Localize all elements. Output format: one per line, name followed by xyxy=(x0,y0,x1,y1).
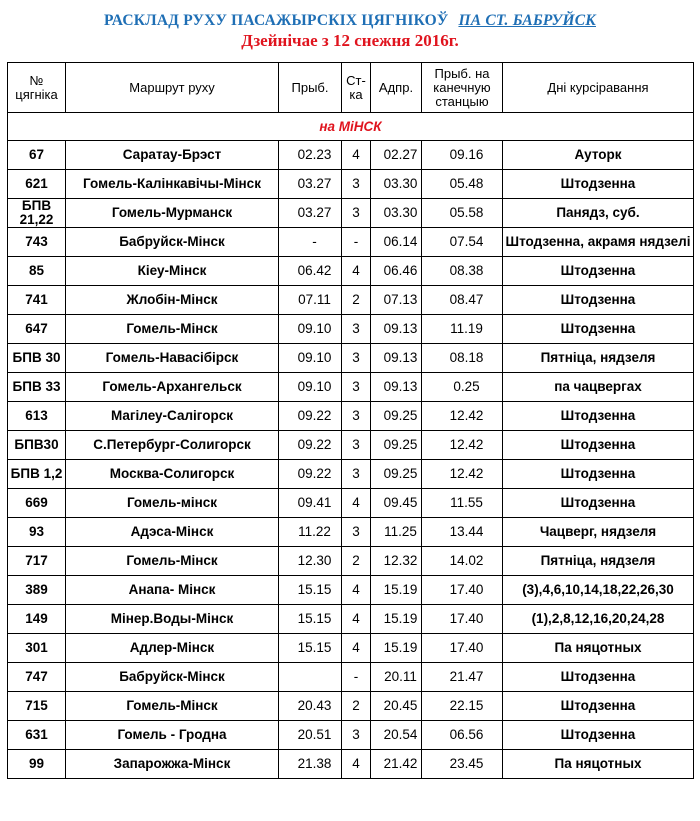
running-days-cell: (1),2,8,12,16,20,24,28 xyxy=(503,605,694,634)
table-row xyxy=(8,373,694,402)
train-number-cell: 747 xyxy=(8,663,66,692)
train-number-cell: 631 xyxy=(8,721,66,750)
route-cell: Анапа- Мінск xyxy=(66,576,279,605)
platform-cell: 4 xyxy=(342,489,371,518)
final-arrival-cell: 08.38 xyxy=(422,257,503,286)
running-days-cell: Штодзенна xyxy=(503,489,694,518)
table-row xyxy=(8,634,694,663)
platform-cell: 3 xyxy=(342,518,371,547)
platform-cell: 3 xyxy=(342,721,371,750)
final-arrival-cell: 05.58 xyxy=(422,199,503,228)
platform-cell: 3 xyxy=(342,402,371,431)
final-arrival-cell: 05.48 xyxy=(422,170,503,199)
table-row xyxy=(8,344,694,373)
final-arrival-cell: 23.45 xyxy=(422,750,503,779)
departure-time-cell: 02.27 xyxy=(371,141,422,170)
train-number-cell: 717 xyxy=(8,547,66,576)
arrival-time-cell: 07.11 xyxy=(279,286,342,315)
platform-cell: 4 xyxy=(342,576,371,605)
platform-cell: 3 xyxy=(342,199,371,228)
table-row xyxy=(8,692,694,721)
table-row xyxy=(8,663,694,692)
schedule-table xyxy=(7,62,694,779)
platform-cell: 3 xyxy=(342,344,371,373)
final-arrival-cell: 12.42 xyxy=(422,402,503,431)
platform-cell: 2 xyxy=(342,547,371,576)
final-arrival-cell: 0.25 xyxy=(422,373,503,402)
platform-cell: 3 xyxy=(342,315,371,344)
train-number-cell: БПВ 1,2 xyxy=(8,460,66,489)
final-arrival-cell: 08.47 xyxy=(422,286,503,315)
arrival-time-cell: 15.15 xyxy=(279,605,342,634)
schedule-title-text: РАСКЛАД РУХУ ПАСАЖЫРСКІХ ЦЯГНІКОЎ xyxy=(104,12,449,29)
final-arrival-cell: 11.19 xyxy=(422,315,503,344)
col-header-route: Маршрут руху xyxy=(66,63,279,113)
running-days-cell: Штодзенна, акрамя нядзелі xyxy=(503,228,694,257)
running-days-cell: Штодзенна xyxy=(503,692,694,721)
running-days-cell: Па няцотных xyxy=(503,634,694,663)
final-arrival-cell: 12.42 xyxy=(422,431,503,460)
col-header-platform: Ст-ка xyxy=(342,63,371,113)
col-header-train: № цягніка xyxy=(8,63,66,113)
table-row xyxy=(8,576,694,605)
arrival-time-cell: 09.22 xyxy=(279,402,342,431)
running-days-cell: Ауторк xyxy=(503,141,694,170)
platform-cell: 3 xyxy=(342,373,371,402)
table-row xyxy=(8,518,694,547)
train-number-cell: 67 xyxy=(8,141,66,170)
arrival-time-cell: 03.27 xyxy=(279,170,342,199)
final-arrival-cell: 12.42 xyxy=(422,460,503,489)
final-arrival-cell: 22.15 xyxy=(422,692,503,721)
table-row xyxy=(8,286,694,315)
arrival-time-cell: 02.23 xyxy=(279,141,342,170)
train-number-cell: 743 xyxy=(8,228,66,257)
station-name: ПА СТ. БАБРУЙСК xyxy=(458,12,596,29)
final-arrival-cell: 13.44 xyxy=(422,518,503,547)
route-cell: Гомель-Калінкавічы-Мінск xyxy=(66,170,279,199)
final-arrival-cell: 11.55 xyxy=(422,489,503,518)
arrival-time-cell: 06.42 xyxy=(279,257,342,286)
arrival-time-cell: 20.51 xyxy=(279,721,342,750)
running-days-cell: Штодзенна xyxy=(503,460,694,489)
table-row xyxy=(8,141,694,170)
departure-time-cell: 09.13 xyxy=(371,344,422,373)
running-days-cell: Пятніца, нядзеля xyxy=(503,344,694,373)
section-label: на МіНСК xyxy=(8,113,694,141)
route-cell: Бабруйск-Мінск xyxy=(66,228,279,257)
running-days-cell: Штодзенна xyxy=(503,721,694,750)
departure-time-cell: 06.46 xyxy=(371,257,422,286)
table-row xyxy=(8,721,694,750)
route-cell: Мінер.Воды-Мінск xyxy=(66,605,279,634)
platform-cell: 4 xyxy=(342,141,371,170)
arrival-time-cell: 11.22 xyxy=(279,518,342,547)
running-days-cell: Штодзенна xyxy=(503,257,694,286)
arrival-time-cell: 09.10 xyxy=(279,344,342,373)
departure-time-cell: 11.25 xyxy=(371,518,422,547)
departure-time-cell: 09.25 xyxy=(371,460,422,489)
running-days-cell: Штодзенна xyxy=(503,170,694,199)
table-row xyxy=(8,402,694,431)
table-row xyxy=(8,431,694,460)
departure-time-cell: 20.11 xyxy=(371,663,422,692)
arrival-time-cell: - xyxy=(279,228,342,257)
departure-time-cell: 09.13 xyxy=(371,315,422,344)
departure-time-cell: 09.25 xyxy=(371,431,422,460)
route-cell: Жлобін-Мінск xyxy=(66,286,279,315)
route-cell: Адлер-Мінск xyxy=(66,634,279,663)
route-cell: Гомель-Мінск xyxy=(66,547,279,576)
route-cell: Гомель - Гродна xyxy=(66,721,279,750)
platform-cell: 4 xyxy=(342,634,371,663)
final-arrival-cell: 09.16 xyxy=(422,141,503,170)
departure-time-cell: 07.13 xyxy=(371,286,422,315)
departure-time-cell: 03.30 xyxy=(371,199,422,228)
arrival-time-cell: 03.27 xyxy=(279,199,342,228)
route-cell: Магілеу-Салігорск xyxy=(66,402,279,431)
table-row xyxy=(8,460,694,489)
train-number-cell: 99 xyxy=(8,750,66,779)
running-days-cell: Штодзенна xyxy=(503,286,694,315)
train-number-cell: 85 xyxy=(8,257,66,286)
train-number-cell: 669 xyxy=(8,489,66,518)
route-cell: Гомель-мінск xyxy=(66,489,279,518)
final-arrival-cell: 17.40 xyxy=(422,605,503,634)
platform-cell: - xyxy=(342,228,371,257)
route-cell: Гомель-Мінск xyxy=(66,692,279,721)
arrival-time-cell: 12.30 xyxy=(279,547,342,576)
platform-cell: 3 xyxy=(342,460,371,489)
running-days-cell: Па няцотных xyxy=(503,750,694,779)
platform-cell: 4 xyxy=(342,605,371,634)
col-header-departure: Адпр. xyxy=(371,63,422,113)
final-arrival-cell: 21.47 xyxy=(422,663,503,692)
train-number-cell: 715 xyxy=(8,692,66,721)
col-header-days: Дні курсіравання xyxy=(503,63,694,113)
table-row xyxy=(8,315,694,344)
departure-time-cell: 15.19 xyxy=(371,576,422,605)
table-row xyxy=(8,605,694,634)
arrival-time-cell: 09.41 xyxy=(279,489,342,518)
col-header-arrival: Прыб. xyxy=(279,63,342,113)
arrival-time-cell: 21.38 xyxy=(279,750,342,779)
platform-cell: 2 xyxy=(342,286,371,315)
schedule-title xyxy=(0,12,700,30)
train-number-cell: 93 xyxy=(8,518,66,547)
train-number-cell: БПВ30 xyxy=(8,431,66,460)
departure-time-cell: 03.30 xyxy=(371,170,422,199)
arrival-time-cell xyxy=(279,663,342,692)
departure-time-cell: 20.54 xyxy=(371,721,422,750)
running-days-cell: Чацверг, нядзеля xyxy=(503,518,694,547)
platform-cell: 3 xyxy=(342,431,371,460)
train-number-cell: БПВ 30 xyxy=(8,344,66,373)
departure-time-cell: 21.42 xyxy=(371,750,422,779)
running-days-cell: (3),4,6,10,14,18,22,26,30 xyxy=(503,576,694,605)
train-number-cell: 621 xyxy=(8,170,66,199)
section-row xyxy=(8,113,694,141)
running-days-cell: Штодзенна xyxy=(503,402,694,431)
platform-cell: - xyxy=(342,663,371,692)
arrival-time-cell: 15.15 xyxy=(279,576,342,605)
train-number-cell: 613 xyxy=(8,402,66,431)
running-days-cell: Штодзенна xyxy=(503,315,694,344)
final-arrival-cell: 14.02 xyxy=(422,547,503,576)
departure-time-cell: 12.32 xyxy=(371,547,422,576)
departure-time-cell: 09.13 xyxy=(371,373,422,402)
final-arrival-cell: 17.40 xyxy=(422,576,503,605)
arrival-time-cell: 09.22 xyxy=(279,431,342,460)
table-row xyxy=(8,750,694,779)
train-number-cell: БПВ 33 xyxy=(8,373,66,402)
arrival-time-cell: 09.10 xyxy=(279,315,342,344)
route-cell: Гомель-Мінск xyxy=(66,315,279,344)
running-days-cell: Штодзенна xyxy=(503,431,694,460)
route-cell: Гомель-Навасібірск xyxy=(66,344,279,373)
route-cell: Гомель-Архангельск xyxy=(66,373,279,402)
platform-cell: 4 xyxy=(342,750,371,779)
departure-time-cell: 09.25 xyxy=(371,402,422,431)
train-number-cell: БПВ 21,22 xyxy=(8,199,66,228)
train-number-cell: 301 xyxy=(8,634,66,663)
train-number-cell: 149 xyxy=(8,605,66,634)
departure-time-cell: 09.45 xyxy=(371,489,422,518)
running-days-cell: Пятніца, нядзеля xyxy=(503,547,694,576)
schedule-subtitle: Дзейнічае з 12 снежня 2016г. xyxy=(241,31,459,50)
arrival-time-cell: 20.43 xyxy=(279,692,342,721)
arrival-time-cell: 15.15 xyxy=(279,634,342,663)
train-number-cell: 741 xyxy=(8,286,66,315)
running-days-cell: па чацвергах xyxy=(503,373,694,402)
final-arrival-cell: 06.56 xyxy=(422,721,503,750)
table-row xyxy=(8,228,694,257)
route-cell: Москва-Солигорск xyxy=(66,460,279,489)
departure-time-cell: 20.45 xyxy=(371,692,422,721)
train-number-cell: 389 xyxy=(8,576,66,605)
table-row xyxy=(8,489,694,518)
arrival-time-cell: 09.22 xyxy=(279,460,342,489)
col-header-final-arrival: Прыб. на канечную станцыю xyxy=(422,63,503,113)
route-cell: Запарожжа-Мінск xyxy=(66,750,279,779)
running-days-cell: Панядз, суб. xyxy=(503,199,694,228)
route-cell: Гомель-Мурманск xyxy=(66,199,279,228)
final-arrival-cell: 17.40 xyxy=(422,634,503,663)
table-row xyxy=(8,547,694,576)
arrival-time-cell: 09.10 xyxy=(279,373,342,402)
train-number-cell: 647 xyxy=(8,315,66,344)
departure-time-cell: 15.19 xyxy=(371,634,422,663)
route-cell: Саратау-Брэст xyxy=(66,141,279,170)
route-cell: С.Петербург-Солигорск xyxy=(66,431,279,460)
departure-time-cell: 15.19 xyxy=(371,605,422,634)
table-row xyxy=(8,257,694,286)
platform-cell: 4 xyxy=(342,257,371,286)
departure-time-cell: 06.14 xyxy=(371,228,422,257)
final-arrival-cell: 08.18 xyxy=(422,344,503,373)
table-row xyxy=(8,199,694,228)
route-cell: Кіеу-Мінск xyxy=(66,257,279,286)
final-arrival-cell: 07.54 xyxy=(422,228,503,257)
platform-cell: 3 xyxy=(342,170,371,199)
header-row xyxy=(8,63,694,113)
platform-cell: 2 xyxy=(342,692,371,721)
route-cell: Бабруйск-Мінск xyxy=(66,663,279,692)
route-cell: Адэса-Мінск xyxy=(66,518,279,547)
table-row xyxy=(8,170,694,199)
running-days-cell: Штодзенна xyxy=(503,663,694,692)
